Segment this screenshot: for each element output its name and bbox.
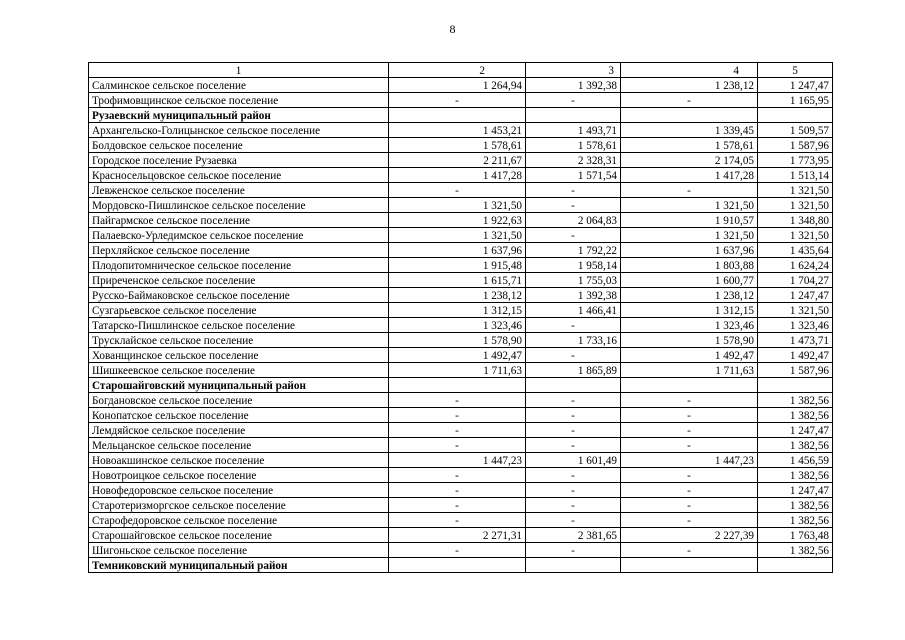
- value-col-4: 1 711,63: [621, 363, 758, 378]
- column-header-4: 4: [621, 63, 758, 78]
- value-col-3: 1 733,16: [526, 333, 621, 348]
- value-col-4: -: [621, 423, 758, 438]
- value-col-5: 1 382,56: [758, 498, 833, 513]
- value-col-2: -: [389, 468, 526, 483]
- settlement-name: Красносельцовское сельское поселение: [89, 168, 389, 183]
- settlement-name: Лемдяйское сельское поселение: [89, 423, 389, 438]
- value-col-3: -: [526, 498, 621, 513]
- value-col-2: -: [389, 483, 526, 498]
- value-col-4: 1 492,47: [621, 348, 758, 363]
- value-col-4: -: [621, 408, 758, 423]
- district-header-row: [89, 108, 833, 123]
- value-col-4: -: [621, 183, 758, 198]
- value-col-2: 1 321,50: [389, 198, 526, 213]
- value-col-5: 1 704,27: [758, 273, 833, 288]
- value-col-3: 1 392,38: [526, 78, 621, 93]
- value-col-5: 1 587,96: [758, 138, 833, 153]
- value-col-3: -: [526, 183, 621, 198]
- value-col-3: -: [526, 468, 621, 483]
- settlement-name: Конопатское сельское поселение: [89, 408, 389, 423]
- value-col-4: 1 312,15: [621, 303, 758, 318]
- value-col-3: 2 381,65: [526, 528, 621, 543]
- value-col-2: -: [389, 393, 526, 408]
- settlement-name: Салминское сельское поселение: [89, 78, 389, 93]
- value-col-2: -: [389, 93, 526, 108]
- value-col-3: 1 493,71: [526, 123, 621, 138]
- value-col-3: 1 571,54: [526, 168, 621, 183]
- settlement-name: Перхляйское сельское поселение: [89, 243, 389, 258]
- settlement-name: Старофедоровское сельское поселение: [89, 513, 389, 528]
- value-col-4: -: [621, 93, 758, 108]
- table-row: [89, 423, 833, 438]
- district-name: Темниковский муниципальный район: [89, 558, 389, 573]
- table-row: [89, 438, 833, 453]
- value-col-5: 1 165,95: [758, 93, 833, 108]
- table-row: [89, 303, 833, 318]
- value-col-3: 1 578,61: [526, 138, 621, 153]
- value-col-4: 1 321,50: [621, 198, 758, 213]
- table-row: [89, 228, 833, 243]
- table-row: [89, 513, 833, 528]
- value-col-4: 1 637,96: [621, 243, 758, 258]
- value-col-5: 1 382,56: [758, 438, 833, 453]
- value-col-5: 1 382,56: [758, 408, 833, 423]
- value-col-5: 1 624,24: [758, 258, 833, 273]
- settlement-name: Пайгармское сельское поселение: [89, 213, 389, 228]
- value-col-5: 1 382,56: [758, 393, 833, 408]
- table-row: [89, 363, 833, 378]
- table-row: [89, 453, 833, 468]
- value-col-5: 1 382,56: [758, 468, 833, 483]
- settlement-name: Новофедоровское сельское поселение: [89, 483, 389, 498]
- table-row: [89, 138, 833, 153]
- table-row: [89, 183, 833, 198]
- table-row: [89, 288, 833, 303]
- table-row: [89, 318, 833, 333]
- value-col-4: 1 339,45: [621, 123, 758, 138]
- value-col-2: -: [389, 423, 526, 438]
- value-col-4: 2 174,05: [621, 153, 758, 168]
- table-row: [89, 408, 833, 423]
- value-col-5: [758, 108, 833, 123]
- value-col-2: 1 637,96: [389, 243, 526, 258]
- value-col-3: -: [526, 198, 621, 213]
- value-col-5: 1 456,59: [758, 453, 833, 468]
- value-col-3: 1 958,14: [526, 258, 621, 273]
- value-col-5: 1 763,48: [758, 528, 833, 543]
- value-col-4: 1 238,12: [621, 288, 758, 303]
- value-col-4: -: [621, 483, 758, 498]
- value-col-4: 1 803,88: [621, 258, 758, 273]
- value-col-3: [526, 108, 621, 123]
- value-col-4: [621, 108, 758, 123]
- table-body: [89, 63, 833, 573]
- value-col-3: -: [526, 348, 621, 363]
- value-col-3: 2 328,31: [526, 153, 621, 168]
- value-col-2: 1 578,90: [389, 333, 526, 348]
- page-number: 8: [449, 22, 456, 36]
- value-col-2: 1 323,46: [389, 318, 526, 333]
- value-col-4: 1 321,50: [621, 228, 758, 243]
- value-col-5: 1 509,57: [758, 123, 833, 138]
- table-row: [89, 243, 833, 258]
- table-row: [89, 123, 833, 138]
- settlement-name: Хованщинское сельское поселение: [89, 348, 389, 363]
- district-header-row: [89, 378, 833, 393]
- value-col-3: -: [526, 438, 621, 453]
- value-col-4: 2 227,39: [621, 528, 758, 543]
- value-col-5: 1 321,50: [758, 183, 833, 198]
- settlement-name: Мордовско-Пишлинское сельское поселение: [89, 198, 389, 213]
- value-col-4: -: [621, 468, 758, 483]
- value-col-2: 1 578,61: [389, 138, 526, 153]
- value-col-5: 1 348,80: [758, 213, 833, 228]
- table-row: [89, 273, 833, 288]
- value-col-2: 2 211,67: [389, 153, 526, 168]
- value-col-3: 2 064,83: [526, 213, 621, 228]
- settlement-name: Новотроицкое сельское поселение: [89, 468, 389, 483]
- value-col-2: -: [389, 543, 526, 558]
- value-col-4: 1 323,46: [621, 318, 758, 333]
- value-col-3: -: [526, 408, 621, 423]
- value-col-3: -: [526, 423, 621, 438]
- value-col-3: 1 792,22: [526, 243, 621, 258]
- value-col-4: 1 447,23: [621, 453, 758, 468]
- column-header-3: 3: [526, 63, 621, 78]
- value-col-5: 1 473,71: [758, 333, 833, 348]
- table-row: [89, 348, 833, 363]
- value-col-3: 1 865,89: [526, 363, 621, 378]
- value-col-2: -: [389, 513, 526, 528]
- table-row: [89, 78, 833, 93]
- table-row: [89, 468, 833, 483]
- value-col-2: -: [389, 183, 526, 198]
- value-col-4: -: [621, 543, 758, 558]
- value-col-2: -: [389, 408, 526, 423]
- settlement-name: Шигоньское сельское поселение: [89, 543, 389, 558]
- column-header-1: 1: [89, 63, 389, 78]
- settlement-name: Болдовское сельское поселение: [89, 138, 389, 153]
- value-col-4: 1 578,61: [621, 138, 758, 153]
- value-col-4: 1 578,90: [621, 333, 758, 348]
- value-col-4: [621, 558, 758, 573]
- value-col-3: 1 755,03: [526, 273, 621, 288]
- value-col-5: 1 321,50: [758, 228, 833, 243]
- value-col-4: [621, 378, 758, 393]
- settlement-name: Городское поселение Рузаевка: [89, 153, 389, 168]
- value-col-5: 1 247,47: [758, 483, 833, 498]
- table-row: [89, 483, 833, 498]
- district-name: Рузаевский муниципальный район: [89, 108, 389, 123]
- value-col-2: 1 264,94: [389, 78, 526, 93]
- settlement-name: Трусклайское сельское поселение: [89, 333, 389, 348]
- value-col-5: 1 587,96: [758, 363, 833, 378]
- value-col-4: -: [621, 513, 758, 528]
- settlement-name: Архангельско-Голицынское сельское поселение: [89, 123, 389, 138]
- value-col-5: 1 773,95: [758, 153, 833, 168]
- value-col-3: 1 466,41: [526, 303, 621, 318]
- table-row: [89, 528, 833, 543]
- table-row: [89, 393, 833, 408]
- value-col-3: -: [526, 543, 621, 558]
- value-col-5: 1 382,56: [758, 513, 833, 528]
- table-header-row: [89, 63, 833, 78]
- value-col-3: 1 392,38: [526, 288, 621, 303]
- settlement-name: Трофимовщинское сельское поселение: [89, 93, 389, 108]
- value-col-3: 1 601,49: [526, 453, 621, 468]
- value-col-4: 1 600,77: [621, 273, 758, 288]
- table-row: [89, 93, 833, 108]
- value-col-5: [758, 378, 833, 393]
- value-col-4: 1 910,57: [621, 213, 758, 228]
- settlement-name: Русско-Баймаковское сельское поселение: [89, 288, 389, 303]
- value-col-2: 1 453,21: [389, 123, 526, 138]
- settlement-name: Плодопитомническое сельское поселение: [89, 258, 389, 273]
- table-row: [89, 213, 833, 228]
- value-col-4: 1 238,12: [621, 78, 758, 93]
- settlement-name: Палаевско-Урледимское сельское поселение: [89, 228, 389, 243]
- table-row: [89, 333, 833, 348]
- value-col-5: 1 247,47: [758, 423, 833, 438]
- value-col-2: 1 447,23: [389, 453, 526, 468]
- settlement-name: Левженское сельское поселение: [89, 183, 389, 198]
- table-row: [89, 498, 833, 513]
- tariff-table: [88, 62, 833, 573]
- value-col-2: 1 238,12: [389, 288, 526, 303]
- table-row: [89, 543, 833, 558]
- value-col-2: 1 312,15: [389, 303, 526, 318]
- value-col-3: -: [526, 393, 621, 408]
- value-col-5: 1 321,50: [758, 198, 833, 213]
- value-col-5: 1 323,46: [758, 318, 833, 333]
- value-col-2: 1 915,48: [389, 258, 526, 273]
- value-col-3: -: [526, 483, 621, 498]
- value-col-2: -: [389, 438, 526, 453]
- value-col-2: -: [389, 498, 526, 513]
- table-row: [89, 153, 833, 168]
- settlement-name: Шишкеевское сельское поселение: [89, 363, 389, 378]
- value-col-2: [389, 558, 526, 573]
- value-col-4: -: [621, 438, 758, 453]
- district-name: Старошайговский муниципальный район: [89, 378, 389, 393]
- value-col-3: -: [526, 228, 621, 243]
- value-col-5: 1 435,64: [758, 243, 833, 258]
- value-col-3: -: [526, 93, 621, 108]
- table-row: [89, 258, 833, 273]
- column-header-5: 5: [758, 63, 833, 78]
- settlement-name: Татарско-Пишлинское сельское поселение: [89, 318, 389, 333]
- value-col-2: 1 492,47: [389, 348, 526, 363]
- value-col-3: [526, 558, 621, 573]
- column-header-2: 2: [389, 63, 526, 78]
- value-col-2: 2 271,31: [389, 528, 526, 543]
- value-col-5: [758, 558, 833, 573]
- value-col-2: 1 922,63: [389, 213, 526, 228]
- settlement-name: Сузгарьевское сельское поселение: [89, 303, 389, 318]
- value-col-5: 1 382,56: [758, 543, 833, 558]
- table-row: [89, 168, 833, 183]
- value-col-3: [526, 378, 621, 393]
- district-header-row: [89, 558, 833, 573]
- value-col-5: 1 247,47: [758, 288, 833, 303]
- table-row: [89, 198, 833, 213]
- value-col-2: [389, 108, 526, 123]
- settlement-name: Приреченское сельское поселение: [89, 273, 389, 288]
- settlement-name: Старотеризморгское сельское поселение: [89, 498, 389, 513]
- value-col-2: 1 615,71: [389, 273, 526, 288]
- settlement-name: Богдановское сельское поселение: [89, 393, 389, 408]
- settlement-name: Новоакшинское сельское поселение: [89, 453, 389, 468]
- value-col-2: [389, 378, 526, 393]
- value-col-2: 1 711,63: [389, 363, 526, 378]
- value-col-5: 1 321,50: [758, 303, 833, 318]
- value-col-4: -: [621, 393, 758, 408]
- value-col-2: 1 321,50: [389, 228, 526, 243]
- value-col-4: -: [621, 498, 758, 513]
- value-col-4: 1 417,28: [621, 168, 758, 183]
- value-col-5: 1 247,47: [758, 78, 833, 93]
- settlement-name: Мельцанское сельское поселение: [89, 438, 389, 453]
- value-col-3: -: [526, 318, 621, 333]
- value-col-3: -: [526, 513, 621, 528]
- value-col-5: 1 492,47: [758, 348, 833, 363]
- value-col-5: 1 513,14: [758, 168, 833, 183]
- settlement-name: Старошайговское сельское поселение: [89, 528, 389, 543]
- value-col-2: 1 417,28: [389, 168, 526, 183]
